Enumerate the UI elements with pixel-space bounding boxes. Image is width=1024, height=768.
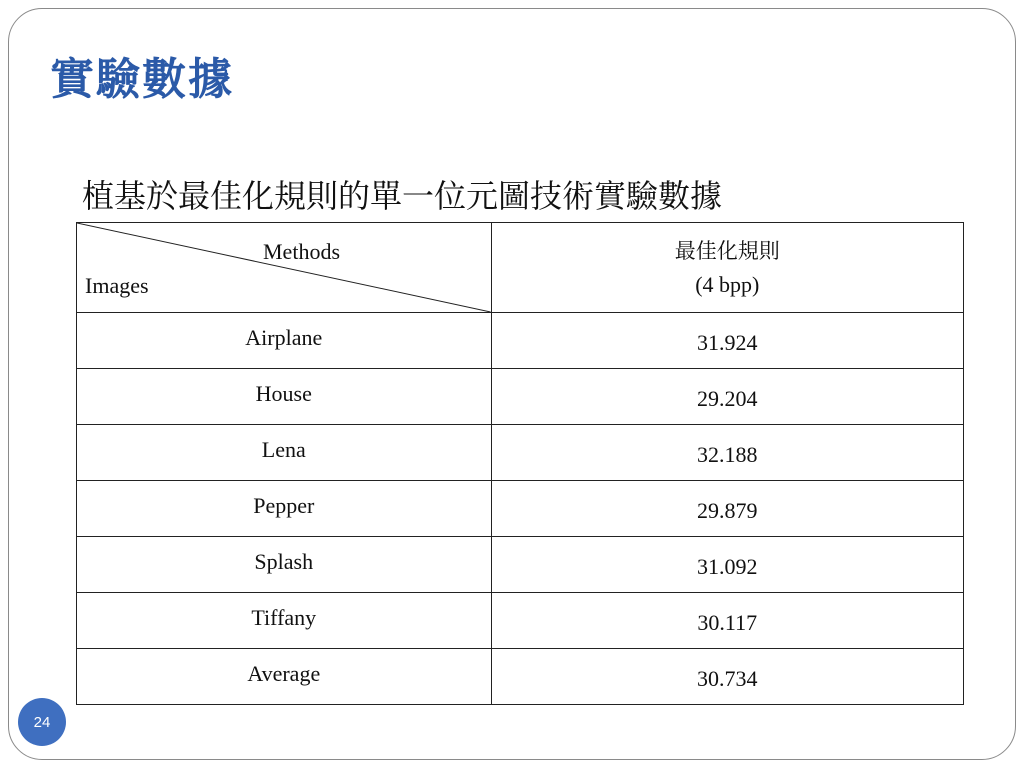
- table-row: [77, 313, 964, 369]
- value-cell: 31.924: [491, 313, 963, 369]
- method-header-cell: [491, 223, 963, 313]
- table-row: [77, 593, 964, 649]
- images-header-label: Images: [85, 273, 149, 298]
- value-cell: 29.204: [491, 369, 963, 425]
- table-row: [77, 481, 964, 537]
- value-cell: 29.879: [491, 481, 963, 537]
- table-caption: 植基於最佳化規則的單一位元圖技術實驗數據: [82, 177, 723, 215]
- methods-header-label: Methods: [263, 239, 340, 264]
- results-table: [76, 222, 964, 705]
- corner-header-cell: [77, 223, 492, 313]
- table-row-average: [77, 649, 964, 705]
- table-header-row: [77, 223, 964, 313]
- image-name-cell: Tiffany: [77, 593, 492, 649]
- value-cell: 30.734: [491, 649, 963, 705]
- table-row: [77, 425, 964, 481]
- table-row: [77, 537, 964, 593]
- image-name-cell: Airplane: [77, 313, 492, 369]
- slide-title: 實驗數據: [50, 54, 234, 105]
- page-number-badge: 24: [18, 698, 66, 746]
- image-name-cell: Lena: [77, 425, 492, 481]
- image-name-cell: Splash: [77, 537, 492, 593]
- method-bitrate: (4 bpp): [695, 271, 760, 297]
- method-name: 最佳化規則: [674, 238, 780, 263]
- image-name-cell: Average: [77, 649, 492, 705]
- table-row: [77, 369, 964, 425]
- value-cell: 32.188: [491, 425, 963, 481]
- value-cell: 31.092: [491, 537, 963, 593]
- image-name-cell: House: [77, 369, 492, 425]
- value-cell: 30.117: [491, 593, 963, 649]
- image-name-cell: Pepper: [77, 481, 492, 537]
